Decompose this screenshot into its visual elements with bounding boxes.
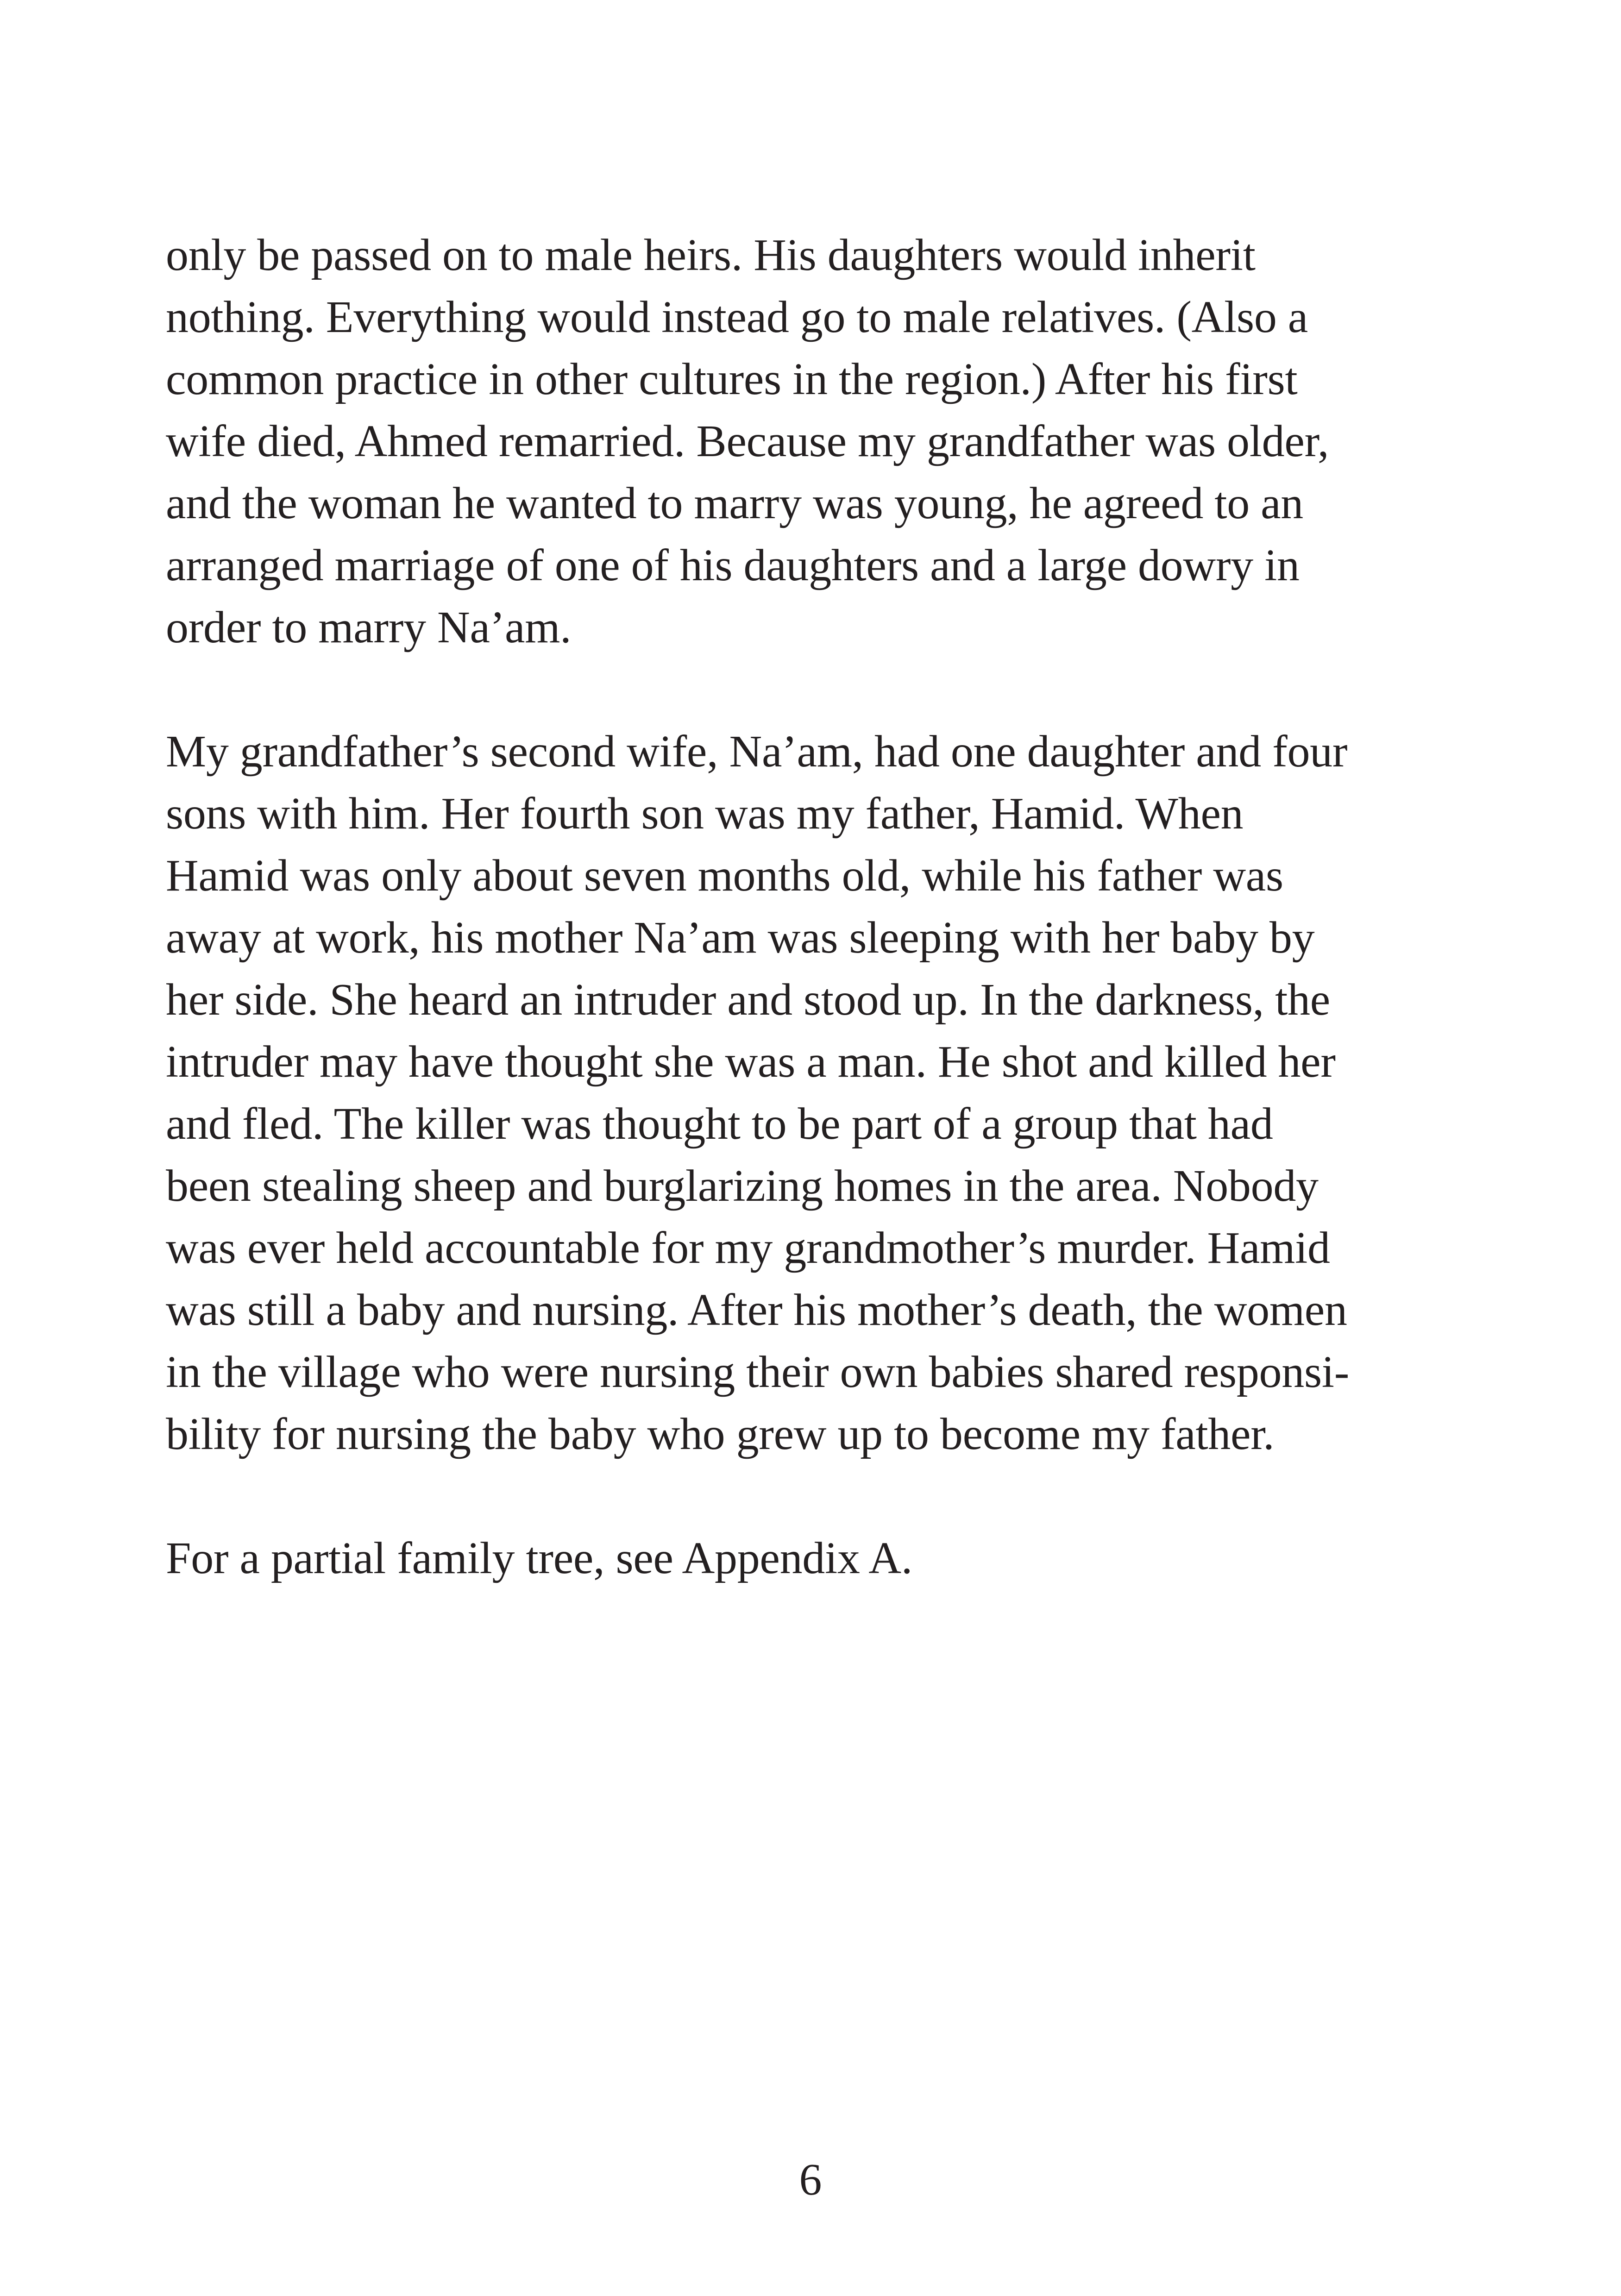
paragraph-3 <box>166 1527 1472 1589</box>
paragraph-2 <box>166 721 1472 1465</box>
paragraph-1 <box>166 224 1472 659</box>
text-line: in the village who were nursing their own babies shared responsi- <box>166 1347 1350 1397</box>
text-line: nothing. Everything would instead go to male relatives. (Also a <box>166 292 1308 342</box>
text-line: Hamid was only about seven months old, while his father was <box>166 851 1283 901</box>
text-line: wife died, Ahmed remarried. Because my grandfather was older, <box>166 416 1329 466</box>
text-line: was ever held accountable for my grandmother’s murder. Hamid <box>166 1223 1330 1273</box>
text-line: order to marry Na’am. <box>166 602 572 652</box>
text-line: common practice in other cultures in the region.) After his first <box>166 354 1298 404</box>
text-line: bility for nursing the baby who grew up to become my father. <box>166 1409 1275 1459</box>
text-line: was still a baby and nursing. After his mother’s death, the women <box>166 1285 1347 1335</box>
text-line: For a partial family tree, see Appendix A. <box>166 1533 913 1583</box>
text-line: away at work, his mother Na’am was sleeping with her baby by <box>166 913 1315 963</box>
text-line: intruder may have thought she was a man. He shot and killed her <box>166 1037 1336 1087</box>
text-line: and the woman he wanted to marry was young, he agreed to an <box>166 478 1303 528</box>
text-line: sons with him. Her fourth son was my father, Hamid. When <box>166 789 1244 839</box>
text-line: arranged marriage of one of his daughters and a large dowry in <box>166 540 1300 590</box>
text-line: and fled. The killer was thought to be part of a group that had <box>166 1099 1273 1149</box>
text-line: her side. She heard an intruder and stood up. In the darkness, the <box>166 975 1330 1025</box>
text-line: only be passed on to male heirs. His daughters would inherit <box>166 230 1256 280</box>
body-text <box>166 224 1472 1651</box>
text-line: My grandfather’s second wife, Na’am, had one daughter and four <box>166 727 1348 777</box>
text-line: been stealing sheep and burglarizing homes in the area. Nobody <box>166 1161 1319 1211</box>
page-number: 6 <box>799 2155 822 2205</box>
